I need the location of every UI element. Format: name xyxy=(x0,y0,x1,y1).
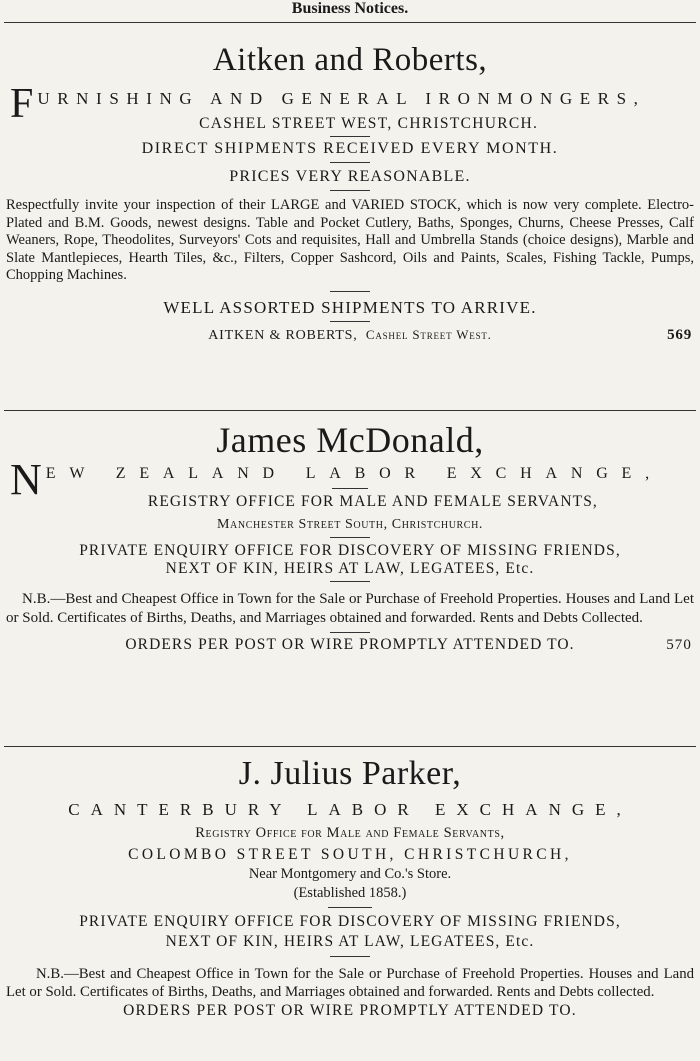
ad-body: Respectfully invite your inspection of their LARGE and VARIED STOCK, which is now very complete. Electro-Plated and B.M. Goods, newest designs. Table and Pocket Cutlery, Baths, Sponges, Churns, Cheese Presses, Calf Weaners, Rope, Theodolites, Surveyors' Cots and requisites, Hall and Umbrella Stands (choice designs), Marble and Slate Mantlepieces, Hearth Tiles, &c., Filters, Copper Sashcord, Oils and Paints, Scales, Fishing Tackle, Pumps, Chopping Machines. xyxy=(6,197,694,283)
established-line: (Established 1858.) xyxy=(293,885,407,901)
drop-cap: N xyxy=(10,455,42,504)
ad-body: N.B.—Best and Cheapest Office in Town for the Sale or Purchase of Freehold Properties. Houses and Land Let or Sold. Certificates of Births, Deaths, and Marriages obtained and forwarded. Rents and Debts Collected. xyxy=(6,591,694,626)
trade-text: URNISHING AND GENERAL IRONMONGERS, xyxy=(37,89,646,108)
shipments-line: DIRECT SHIPMENTS RECEIVED EVERY MONTH. xyxy=(141,140,559,157)
ad-body: N.B.—Best and Cheapest Office in Town for the Sale or Purchase of Freehold Properties. Houses and Land Let or Sold. Certificates of Births, Deaths, and Marriages obtained and forwarded. Rents and Debts collected. xyxy=(6,966,694,1000)
signature: AITKEN & ROBERTS, xyxy=(208,327,358,343)
registry-line: Registry Office for Male and Female Servants, xyxy=(195,825,505,841)
divider xyxy=(4,746,696,747)
divider-dash xyxy=(330,632,370,633)
registry-line: REGISTRY OFFICE FOR MALE AND FEMALE SERVANTS, xyxy=(147,493,598,510)
divider xyxy=(4,410,696,411)
divider-dash xyxy=(330,581,370,582)
drop-cap: F xyxy=(10,81,34,127)
ad-title: James McDonald, xyxy=(216,420,484,460)
ad-reference-number: 569 xyxy=(667,326,692,343)
ad-title: Aitken and Roberts, xyxy=(212,42,488,78)
orders-line xyxy=(0,635,700,655)
divider-dash xyxy=(330,162,370,163)
address: Manchester Street South, Christchurch. xyxy=(217,517,483,532)
ad-reference-number: 570 xyxy=(666,637,692,653)
arrive-line: WELL ASSORTED SHIPMENTS TO ARRIVE. xyxy=(163,297,537,317)
divider-dash xyxy=(330,321,370,322)
ad-james-mcdonald xyxy=(0,420,700,655)
enquiry-line-2: NEXT OF KIN, HEIRS AT LAW, LEGATEES, Etc. xyxy=(165,933,535,950)
ad-j-julius-parker xyxy=(0,754,700,1021)
address: COLOMBO STREET SOUTH, CHRISTCHURCH, xyxy=(128,846,572,863)
trade-line: CANTERBURY LABOR EXCHANGE, xyxy=(68,800,632,819)
address: CASHEL STREET WEST, CHRISTCHURCH. xyxy=(199,115,539,132)
prices-line: PRICES VERY REASONABLE. xyxy=(229,168,471,185)
enquiry-line-1: PRIVATE ENQUIRY OFFICE FOR DISCOVERY OF MISSING FRIENDS, xyxy=(79,542,621,559)
divider-dash xyxy=(332,488,368,489)
near-line: Near Montgomery and Co.'s Store. xyxy=(248,866,452,882)
divider-dash xyxy=(330,136,370,137)
divider-dash xyxy=(330,190,370,191)
divider xyxy=(4,22,696,23)
ad-title: J. Julius Parker, xyxy=(238,755,462,792)
trade-text: EW ZEALAND LABOR EXCHANGE, xyxy=(45,465,663,482)
divider-dash xyxy=(330,956,370,957)
ad-aitken-roberts xyxy=(0,40,700,345)
orders-text: ORDERS PER POST OR WIRE PROMPTLY ATTENDED TO. xyxy=(125,636,575,653)
divider-dash xyxy=(330,291,370,292)
signature-line xyxy=(0,326,700,345)
section-header: Business Notices. xyxy=(291,0,409,17)
enquiry-line-1: PRIVATE ENQUIRY OFFICE FOR DISCOVERY OF MISSING FRIENDS, xyxy=(79,913,621,930)
signature-address: Cashel Street West. xyxy=(365,326,492,342)
orders-line: ORDERS PER POST OR WIRE PROMPTLY ATTENDED TO. xyxy=(123,1002,577,1019)
enquiry-line-2: NEXT OF KIN, HEIRS AT LAW, LEGATEES, Etc. xyxy=(165,560,535,577)
divider-dash xyxy=(330,537,370,538)
divider-dash xyxy=(328,907,372,908)
